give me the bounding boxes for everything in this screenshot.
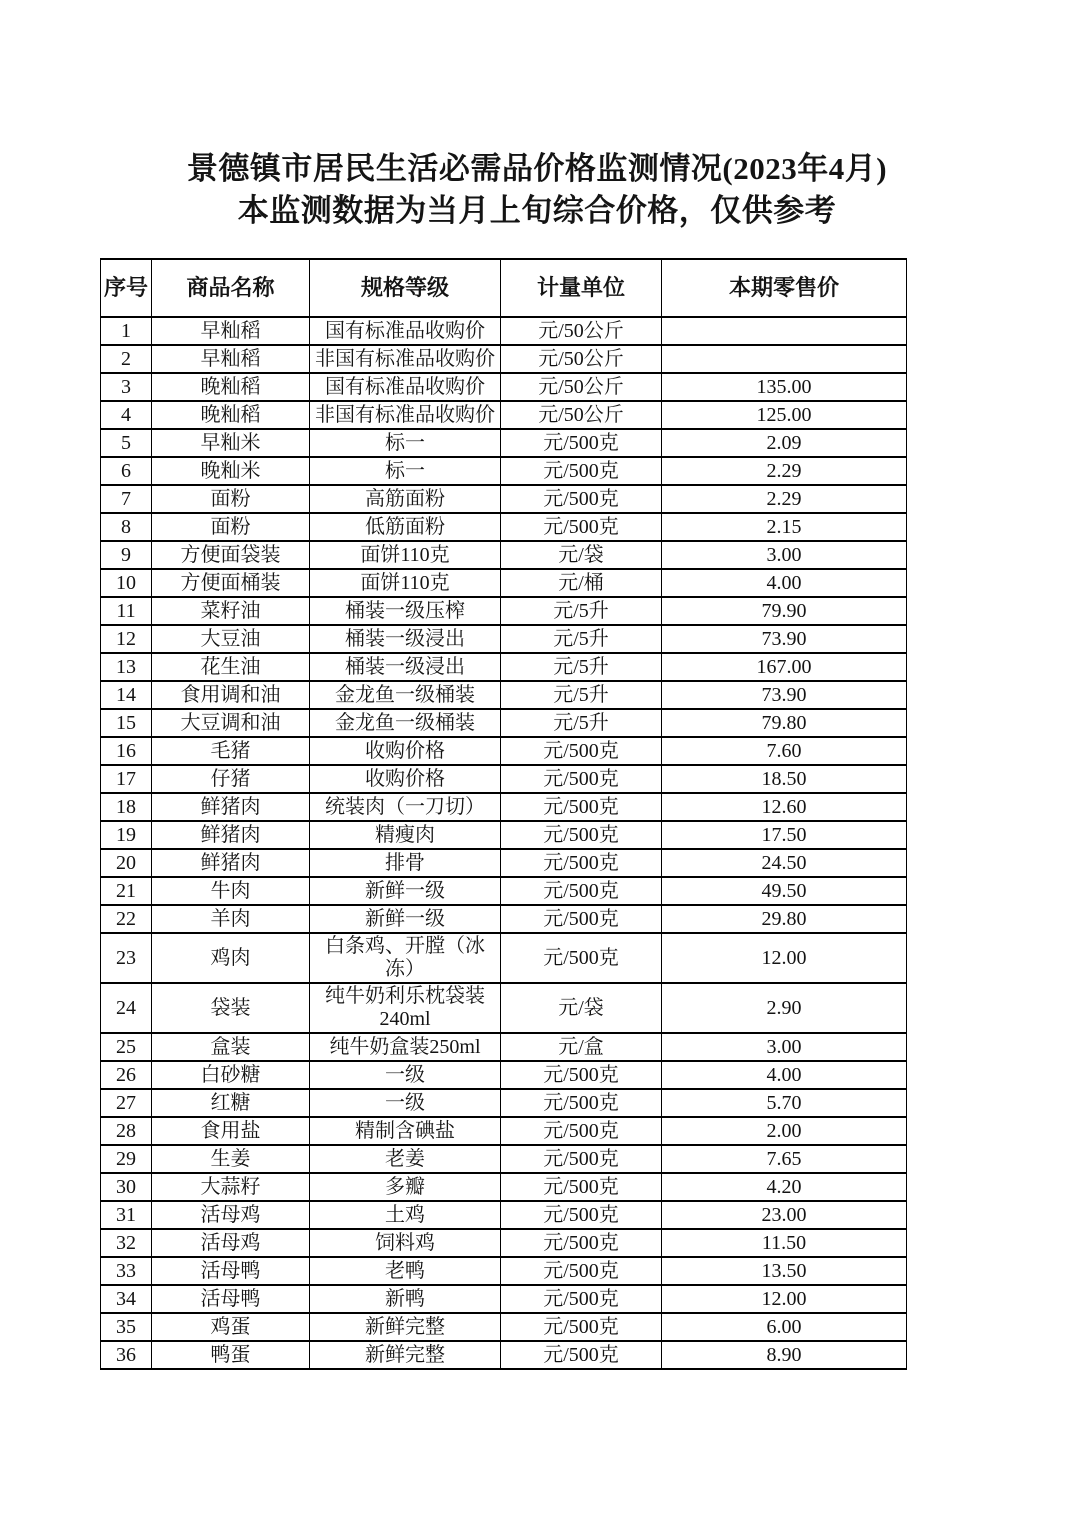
cell-serial-number: 19 bbox=[101, 821, 152, 849]
cell-product-name: 鸭蛋 bbox=[152, 1341, 310, 1369]
table-row bbox=[101, 1257, 907, 1285]
cell-serial-number: 14 bbox=[101, 681, 152, 709]
cell-serial-number: 34 bbox=[101, 1285, 152, 1313]
cell-spec-grade: 非国有标准品收购价 bbox=[310, 345, 501, 373]
cell-product-name: 晚籼米 bbox=[152, 457, 310, 485]
cell-retail-price: 2.29 bbox=[662, 457, 907, 485]
cell-retail-price: 4.20 bbox=[662, 1173, 907, 1201]
cell-serial-number: 6 bbox=[101, 457, 152, 485]
header-unit: 计量单位 bbox=[501, 259, 662, 317]
cell-spec-grade: 新鲜完整 bbox=[310, 1341, 501, 1369]
cell-serial-number: 36 bbox=[101, 1341, 152, 1369]
table-header-row bbox=[101, 259, 907, 317]
cell-unit: 元/500克 bbox=[501, 1173, 662, 1201]
cell-product-name: 盒装 bbox=[152, 1033, 310, 1061]
cell-spec-grade: 纯牛奶利乐枕袋装240ml bbox=[310, 983, 501, 1033]
cell-retail-price: 5.70 bbox=[662, 1089, 907, 1117]
cell-product-name: 晚籼稻 bbox=[152, 401, 310, 429]
cell-serial-number: 12 bbox=[101, 625, 152, 653]
cell-retail-price: 11.50 bbox=[662, 1229, 907, 1257]
cell-retail-price: 29.80 bbox=[662, 905, 907, 933]
cell-serial-number: 25 bbox=[101, 1033, 152, 1061]
cell-spec-grade: 一级 bbox=[310, 1061, 501, 1089]
cell-spec-grade: 收购价格 bbox=[310, 765, 501, 793]
cell-retail-price: 2.00 bbox=[662, 1117, 907, 1145]
cell-retail-price: 4.00 bbox=[662, 1061, 907, 1089]
cell-product-name: 仔猪 bbox=[152, 765, 310, 793]
cell-unit: 元/500克 bbox=[501, 1145, 662, 1173]
cell-unit: 元/5升 bbox=[501, 709, 662, 737]
cell-unit: 元/袋 bbox=[501, 983, 662, 1033]
table-row bbox=[101, 737, 907, 765]
table-row bbox=[101, 877, 907, 905]
table-row bbox=[101, 709, 907, 737]
cell-product-name: 早籼米 bbox=[152, 429, 310, 457]
cell-retail-price: 167.00 bbox=[662, 653, 907, 681]
cell-spec-grade: 土鸡 bbox=[310, 1201, 501, 1229]
cell-spec-grade: 精制含碘盐 bbox=[310, 1117, 501, 1145]
cell-unit: 元/500克 bbox=[501, 485, 662, 513]
table-row bbox=[101, 1313, 907, 1341]
cell-product-name: 生姜 bbox=[152, 1145, 310, 1173]
cell-spec-grade: 非国有标准品收购价 bbox=[310, 401, 501, 429]
cell-retail-price: 2.15 bbox=[662, 513, 907, 541]
cell-serial-number: 30 bbox=[101, 1173, 152, 1201]
cell-unit: 元/500克 bbox=[501, 793, 662, 821]
cell-unit: 元/500克 bbox=[501, 877, 662, 905]
table-row bbox=[101, 597, 907, 625]
cell-product-name: 活母鸡 bbox=[152, 1201, 310, 1229]
cell-retail-price: 3.00 bbox=[662, 1033, 907, 1061]
cell-product-name: 面粉 bbox=[152, 485, 310, 513]
cell-unit: 元/500克 bbox=[501, 429, 662, 457]
cell-retail-price: 2.29 bbox=[662, 485, 907, 513]
cell-unit: 元/500克 bbox=[501, 1313, 662, 1341]
header-product-name: 商品名称 bbox=[152, 259, 310, 317]
cell-unit: 元/50公斤 bbox=[501, 373, 662, 401]
cell-spec-grade: 国有标准品收购价 bbox=[310, 373, 501, 401]
table-row bbox=[101, 625, 907, 653]
cell-spec-grade: 高筋面粉 bbox=[310, 485, 501, 513]
cell-unit: 元/500克 bbox=[501, 737, 662, 765]
cell-serial-number: 24 bbox=[101, 983, 152, 1033]
cell-serial-number: 2 bbox=[101, 345, 152, 373]
cell-retail-price: 18.50 bbox=[662, 765, 907, 793]
cell-retail-price: 6.00 bbox=[662, 1313, 907, 1341]
cell-unit: 元/500克 bbox=[501, 821, 662, 849]
cell-serial-number: 32 bbox=[101, 1229, 152, 1257]
cell-unit: 元/500克 bbox=[501, 1201, 662, 1229]
cell-retail-price: 79.80 bbox=[662, 709, 907, 737]
cell-unit: 元/500克 bbox=[501, 1229, 662, 1257]
cell-product-name: 面粉 bbox=[152, 513, 310, 541]
cell-retail-price: 135.00 bbox=[662, 373, 907, 401]
cell-spec-grade: 老姜 bbox=[310, 1145, 501, 1173]
header-retail-price: 本期零售价 bbox=[662, 259, 907, 317]
table-row bbox=[101, 793, 907, 821]
cell-unit: 元/500克 bbox=[501, 765, 662, 793]
table-row bbox=[101, 1033, 907, 1061]
cell-unit: 元/50公斤 bbox=[501, 401, 662, 429]
header-spec-grade: 规格等级 bbox=[310, 259, 501, 317]
table-row bbox=[101, 429, 907, 457]
cell-product-name: 方便面袋装 bbox=[152, 541, 310, 569]
cell-unit: 元/500克 bbox=[501, 457, 662, 485]
table-row bbox=[101, 1173, 907, 1201]
cell-product-name: 牛肉 bbox=[152, 877, 310, 905]
cell-unit: 元/500克 bbox=[501, 933, 662, 983]
cell-spec-grade: 面饼110克 bbox=[310, 569, 501, 597]
cell-retail-price: 4.00 bbox=[662, 569, 907, 597]
table-row bbox=[101, 1285, 907, 1313]
cell-unit: 元/500克 bbox=[501, 513, 662, 541]
cell-retail-price: 73.90 bbox=[662, 681, 907, 709]
cell-product-name: 大蒜籽 bbox=[152, 1173, 310, 1201]
table-row bbox=[101, 1061, 907, 1089]
cell-serial-number: 10 bbox=[101, 569, 152, 597]
cell-product-name: 袋装 bbox=[152, 983, 310, 1033]
table-row bbox=[101, 765, 907, 793]
cell-unit: 元/5升 bbox=[501, 597, 662, 625]
cell-spec-grade: 老鸭 bbox=[310, 1257, 501, 1285]
table-row bbox=[101, 401, 907, 429]
cell-serial-number: 17 bbox=[101, 765, 152, 793]
cell-unit: 元/5升 bbox=[501, 681, 662, 709]
table-row bbox=[101, 485, 907, 513]
cell-product-name: 方便面桶装 bbox=[152, 569, 310, 597]
header-serial-number: 序号 bbox=[101, 259, 152, 317]
cell-serial-number: 20 bbox=[101, 849, 152, 877]
cell-serial-number: 33 bbox=[101, 1257, 152, 1285]
cell-unit: 元/50公斤 bbox=[501, 345, 662, 373]
cell-serial-number: 4 bbox=[101, 401, 152, 429]
cell-serial-number: 23 bbox=[101, 933, 152, 983]
cell-product-name: 鲜猪肉 bbox=[152, 793, 310, 821]
cell-serial-number: 31 bbox=[101, 1201, 152, 1229]
table-row bbox=[101, 1117, 907, 1145]
cell-retail-price: 79.90 bbox=[662, 597, 907, 625]
table-row bbox=[101, 1089, 907, 1117]
cell-unit: 元/500克 bbox=[501, 1117, 662, 1145]
table-row bbox=[101, 1201, 907, 1229]
table-row bbox=[101, 373, 907, 401]
table-row bbox=[101, 457, 907, 485]
table-row bbox=[101, 905, 907, 933]
cell-unit: 元/500克 bbox=[501, 1285, 662, 1313]
cell-retail-price: 13.50 bbox=[662, 1257, 907, 1285]
table-row bbox=[101, 541, 907, 569]
cell-serial-number: 7 bbox=[101, 485, 152, 513]
cell-spec-grade: 金龙鱼一级桶装 bbox=[310, 709, 501, 737]
cell-retail-price: 8.90 bbox=[662, 1341, 907, 1369]
table-row bbox=[101, 849, 907, 877]
page-title: 景德镇市居民生活必需品价格监测情况(2023年4月) bbox=[186, 151, 888, 186]
cell-spec-grade: 桶装一级压榨 bbox=[310, 597, 501, 625]
cell-spec-grade: 桶装一级浸出 bbox=[310, 625, 501, 653]
cell-retail-price: 24.50 bbox=[662, 849, 907, 877]
cell-retail-price: 12.00 bbox=[662, 933, 907, 983]
table-row bbox=[101, 345, 907, 373]
cell-retail-price: 12.00 bbox=[662, 1285, 907, 1313]
cell-retail-price bbox=[662, 317, 907, 345]
cell-spec-grade: 精瘦肉 bbox=[310, 821, 501, 849]
cell-unit: 元/500克 bbox=[501, 1257, 662, 1285]
cell-retail-price: 2.90 bbox=[662, 983, 907, 1033]
cell-serial-number: 5 bbox=[101, 429, 152, 457]
cell-product-name: 食用盐 bbox=[152, 1117, 310, 1145]
cell-product-name: 活母鸡 bbox=[152, 1229, 310, 1257]
cell-unit: 元/盒 bbox=[501, 1033, 662, 1061]
table-row bbox=[101, 821, 907, 849]
table-row bbox=[101, 1229, 907, 1257]
cell-product-name: 早籼稻 bbox=[152, 345, 310, 373]
cell-spec-grade: 排骨 bbox=[310, 849, 501, 877]
table-row bbox=[101, 513, 907, 541]
cell-serial-number: 16 bbox=[101, 737, 152, 765]
cell-retail-price: 17.50 bbox=[662, 821, 907, 849]
table-body bbox=[101, 317, 907, 1369]
cell-spec-grade: 面饼110克 bbox=[310, 541, 501, 569]
cell-product-name: 鲜猪肉 bbox=[152, 849, 310, 877]
cell-unit: 元/500克 bbox=[501, 905, 662, 933]
cell-retail-price: 12.60 bbox=[662, 793, 907, 821]
cell-product-name: 毛猪 bbox=[152, 737, 310, 765]
table-row bbox=[101, 983, 907, 1033]
cell-spec-grade: 一级 bbox=[310, 1089, 501, 1117]
cell-spec-grade: 收购价格 bbox=[310, 737, 501, 765]
cell-spec-grade: 新鲜完整 bbox=[310, 1313, 501, 1341]
cell-spec-grade: 桶装一级浸出 bbox=[310, 653, 501, 681]
cell-serial-number: 26 bbox=[101, 1061, 152, 1089]
cell-spec-grade: 新鸭 bbox=[310, 1285, 501, 1313]
cell-spec-grade: 新鲜一级 bbox=[310, 905, 501, 933]
cell-serial-number: 21 bbox=[101, 877, 152, 905]
cell-product-name: 活母鸭 bbox=[152, 1257, 310, 1285]
cell-product-name: 红糖 bbox=[152, 1089, 310, 1117]
cell-serial-number: 3 bbox=[101, 373, 152, 401]
table-row bbox=[101, 1341, 907, 1369]
cell-unit: 元/50公斤 bbox=[501, 317, 662, 345]
table-row bbox=[101, 653, 907, 681]
cell-spec-grade: 金龙鱼一级桶装 bbox=[310, 681, 501, 709]
cell-unit: 元/500克 bbox=[501, 1089, 662, 1117]
table-row bbox=[101, 317, 907, 345]
cell-spec-grade: 统装肉（一刀切） bbox=[310, 793, 501, 821]
cell-product-name: 大豆调和油 bbox=[152, 709, 310, 737]
price-table bbox=[100, 258, 907, 1370]
cell-spec-grade: 国有标准品收购价 bbox=[310, 317, 501, 345]
cell-serial-number: 13 bbox=[101, 653, 152, 681]
cell-unit: 元/500克 bbox=[501, 1061, 662, 1089]
cell-retail-price: 3.00 bbox=[662, 541, 907, 569]
table-row bbox=[101, 933, 907, 983]
page-subtitle: 本监测数据为当月上旬综合价格，仅供参考 bbox=[237, 193, 837, 228]
cell-product-name: 白砂糖 bbox=[152, 1061, 310, 1089]
cell-spec-grade: 低筋面粉 bbox=[310, 513, 501, 541]
cell-spec-grade: 新鲜一级 bbox=[310, 877, 501, 905]
cell-spec-grade: 标一 bbox=[310, 457, 501, 485]
cell-product-name: 鸡蛋 bbox=[152, 1313, 310, 1341]
table-row bbox=[101, 1145, 907, 1173]
cell-serial-number: 1 bbox=[101, 317, 152, 345]
cell-retail-price: 23.00 bbox=[662, 1201, 907, 1229]
title-block bbox=[134, 0, 940, 232]
cell-serial-number: 27 bbox=[101, 1089, 152, 1117]
cell-serial-number: 35 bbox=[101, 1313, 152, 1341]
cell-unit: 元/500克 bbox=[501, 849, 662, 877]
cell-serial-number: 22 bbox=[101, 905, 152, 933]
cell-serial-number: 18 bbox=[101, 793, 152, 821]
cell-unit: 元/袋 bbox=[501, 541, 662, 569]
cell-serial-number: 8 bbox=[101, 513, 152, 541]
cell-product-name: 晚籼稻 bbox=[152, 373, 310, 401]
table-row bbox=[101, 569, 907, 597]
cell-product-name: 花生油 bbox=[152, 653, 310, 681]
cell-spec-grade: 纯牛奶盒装250ml bbox=[310, 1033, 501, 1061]
cell-serial-number: 9 bbox=[101, 541, 152, 569]
cell-retail-price: 7.60 bbox=[662, 737, 907, 765]
cell-spec-grade: 标一 bbox=[310, 429, 501, 457]
cell-retail-price: 49.50 bbox=[662, 877, 907, 905]
cell-unit: 元/500克 bbox=[501, 1341, 662, 1369]
cell-retail-price: 125.00 bbox=[662, 401, 907, 429]
cell-spec-grade: 饲料鸡 bbox=[310, 1229, 501, 1257]
table-row bbox=[101, 681, 907, 709]
cell-product-name: 羊肉 bbox=[152, 905, 310, 933]
cell-spec-grade: 白条鸡、开膛（冰冻） bbox=[310, 933, 501, 983]
cell-spec-grade: 多瓣 bbox=[310, 1173, 501, 1201]
cell-serial-number: 11 bbox=[101, 597, 152, 625]
cell-retail-price bbox=[662, 345, 907, 373]
cell-serial-number: 28 bbox=[101, 1117, 152, 1145]
cell-serial-number: 15 bbox=[101, 709, 152, 737]
cell-product-name: 菜籽油 bbox=[152, 597, 310, 625]
cell-retail-price: 7.65 bbox=[662, 1145, 907, 1173]
cell-serial-number: 29 bbox=[101, 1145, 152, 1173]
cell-retail-price: 73.90 bbox=[662, 625, 907, 653]
cell-retail-price: 2.09 bbox=[662, 429, 907, 457]
cell-unit: 元/5升 bbox=[501, 625, 662, 653]
cell-product-name: 早籼稻 bbox=[152, 317, 310, 345]
cell-product-name: 活母鸭 bbox=[152, 1285, 310, 1313]
cell-product-name: 大豆油 bbox=[152, 625, 310, 653]
cell-unit: 元/5升 bbox=[501, 653, 662, 681]
cell-product-name: 鲜猪肉 bbox=[152, 821, 310, 849]
cell-unit: 元/桶 bbox=[501, 569, 662, 597]
cell-product-name: 鸡肉 bbox=[152, 933, 310, 983]
cell-product-name: 食用调和油 bbox=[152, 681, 310, 709]
